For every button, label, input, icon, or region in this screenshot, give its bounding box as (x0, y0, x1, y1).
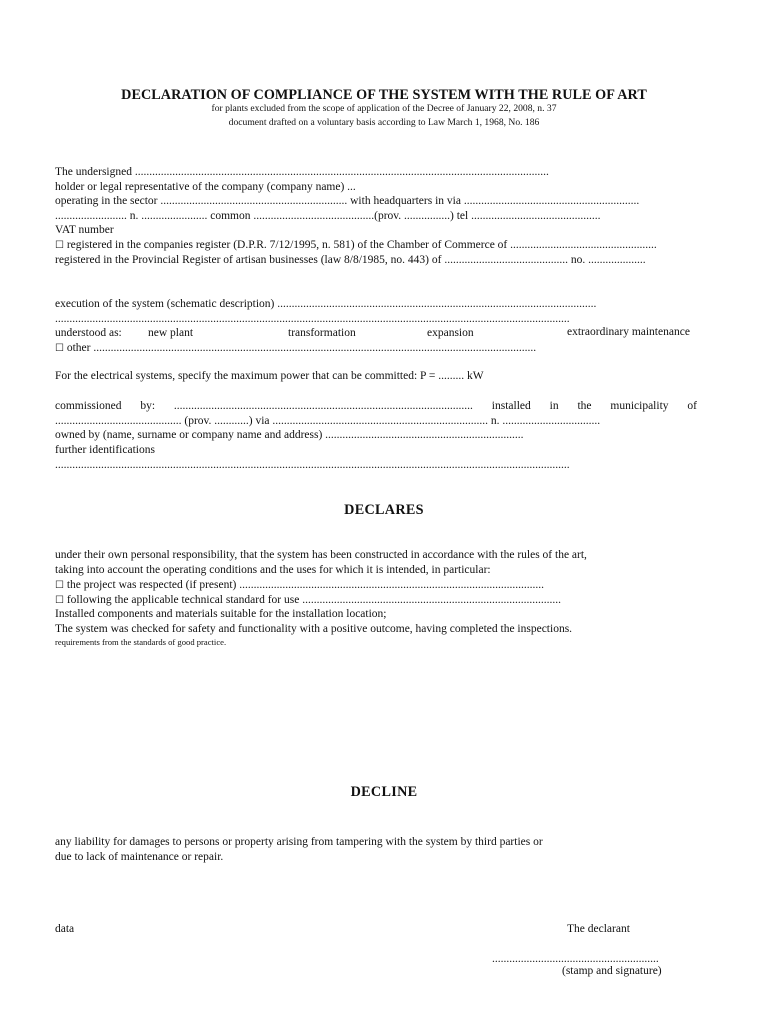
declares-text-2: taking into account the operating conditions and the uses for which it is intended, in particular: (55, 564, 491, 576)
artisan-register-field: registered in the Provincial Register of artisan businesses (law 8/8/1985, no. 443) of ........................................... no. .................... (55, 254, 646, 266)
companies-register-text: registered in the companies register (D.P.R. 7/12/1995, n. 581) of the Chamber of Commerce of ................................................... (63, 239, 657, 251)
decline-text-1: any liability for damages to persons or property arising from tampering with the system by third parties or (55, 836, 543, 848)
electrical-power-field: For the electrical systems, specify the maximum power that can be committed: P = ......... kW (55, 370, 484, 382)
declarant-label: The declarant (567, 923, 630, 935)
subtitle-law: document drafted on a voluntary basis according to Law March 1, 1968, No. 186 (228, 117, 540, 128)
other-text: other .......................................................................................................................................................... (63, 342, 537, 354)
option-extraordinary-maintenance: extraordinary maintenance (567, 326, 690, 338)
document-title: DECLARATION OF COMPLIANCE OF THE SYSTEM WITH THE RULE OF ART (121, 87, 647, 103)
holder-field: holder or legal representative of the company (company name) ... (55, 181, 356, 193)
checkbox-icon: ☐ (55, 343, 64, 354)
commissioned-by-row (55, 399, 697, 413)
option-transformation: transformation (288, 327, 356, 339)
commissioned-dots: ........................................................................................................ (173, 400, 473, 412)
sector-field: operating in the sector ................................................................. with headquarters in via ............................................................. (55, 195, 640, 207)
installed-word: installed (491, 400, 531, 412)
decline-text-2: due to lack of maintenance or repair. (55, 851, 224, 863)
technical-standard-option (55, 593, 561, 608)
date-label: data (55, 923, 75, 935)
undersigned-field: The undersigned ................................................................................................................................................ (55, 166, 549, 178)
execution-continuation: ................................................................................................................................................................................... (55, 313, 570, 325)
option-new-plant: new plant (148, 327, 194, 339)
address-field: ......................... n. ....................... common ..........................................(prov. ................) tel ............................................. (55, 210, 601, 222)
commissioned-word: commissioned (55, 400, 122, 412)
vat-label: VAT number (55, 224, 114, 236)
other-option (55, 341, 536, 356)
signature-line: .......................................................... (492, 953, 659, 965)
the-word: the (577, 400, 592, 412)
in-word: in (549, 400, 559, 412)
stamp-and-signature-label: (stamp and signature) (562, 965, 662, 977)
project-respected-text: the project was respected (if present) .......................................................................................................... (63, 579, 545, 591)
declares-heading: DECLARES (344, 502, 424, 518)
option-expansion: expansion (427, 327, 474, 339)
understood-as-label: understood as: (55, 327, 122, 339)
prov-via-field: ............................................ (prov. ............) via ........................................................................... n. .................................. (55, 415, 601, 427)
subtitle-decree: for plants excluded from the scope of application of the Decree of January 22, 2008, n. 37 (211, 103, 557, 114)
technical-standard-text: following the applicable technical standard for use .......................................................................................... (63, 594, 561, 606)
execution-field: execution of the system (schematic description) ............................................................................................................... (55, 298, 597, 310)
companies-register-option (55, 238, 657, 253)
declares-text-1: under their own personal responsibility, that the system has been constructed in accordance with the rules of the art, (55, 549, 587, 561)
further-identifications-dots: ................................................................................................................................................................................... (55, 459, 570, 471)
document-title-block (0, 87, 768, 104)
owned-by-field: owned by (name, surname or company name and address) ..................................................................... (55, 429, 524, 441)
project-respected-option (55, 578, 544, 593)
checkbox-icon: ☐ (55, 595, 64, 606)
checkbox-icon: ☐ (55, 240, 64, 251)
municipality-word: municipality (610, 400, 669, 412)
decline-heading: DECLINE (350, 784, 418, 800)
by-word: by: (140, 400, 156, 412)
of-word: of (687, 400, 697, 412)
checkbox-icon: ☐ (55, 580, 64, 591)
components-text: Installed components and materials suitable for the installation location; (55, 608, 387, 620)
checked-text: The system was checked for safety and functionality with a positive outcome, having completed the inspections. (55, 623, 573, 635)
further-identifications-label: further identifications (55, 444, 155, 456)
requirements-note: requirements from the standards of good practice. (55, 637, 227, 647)
